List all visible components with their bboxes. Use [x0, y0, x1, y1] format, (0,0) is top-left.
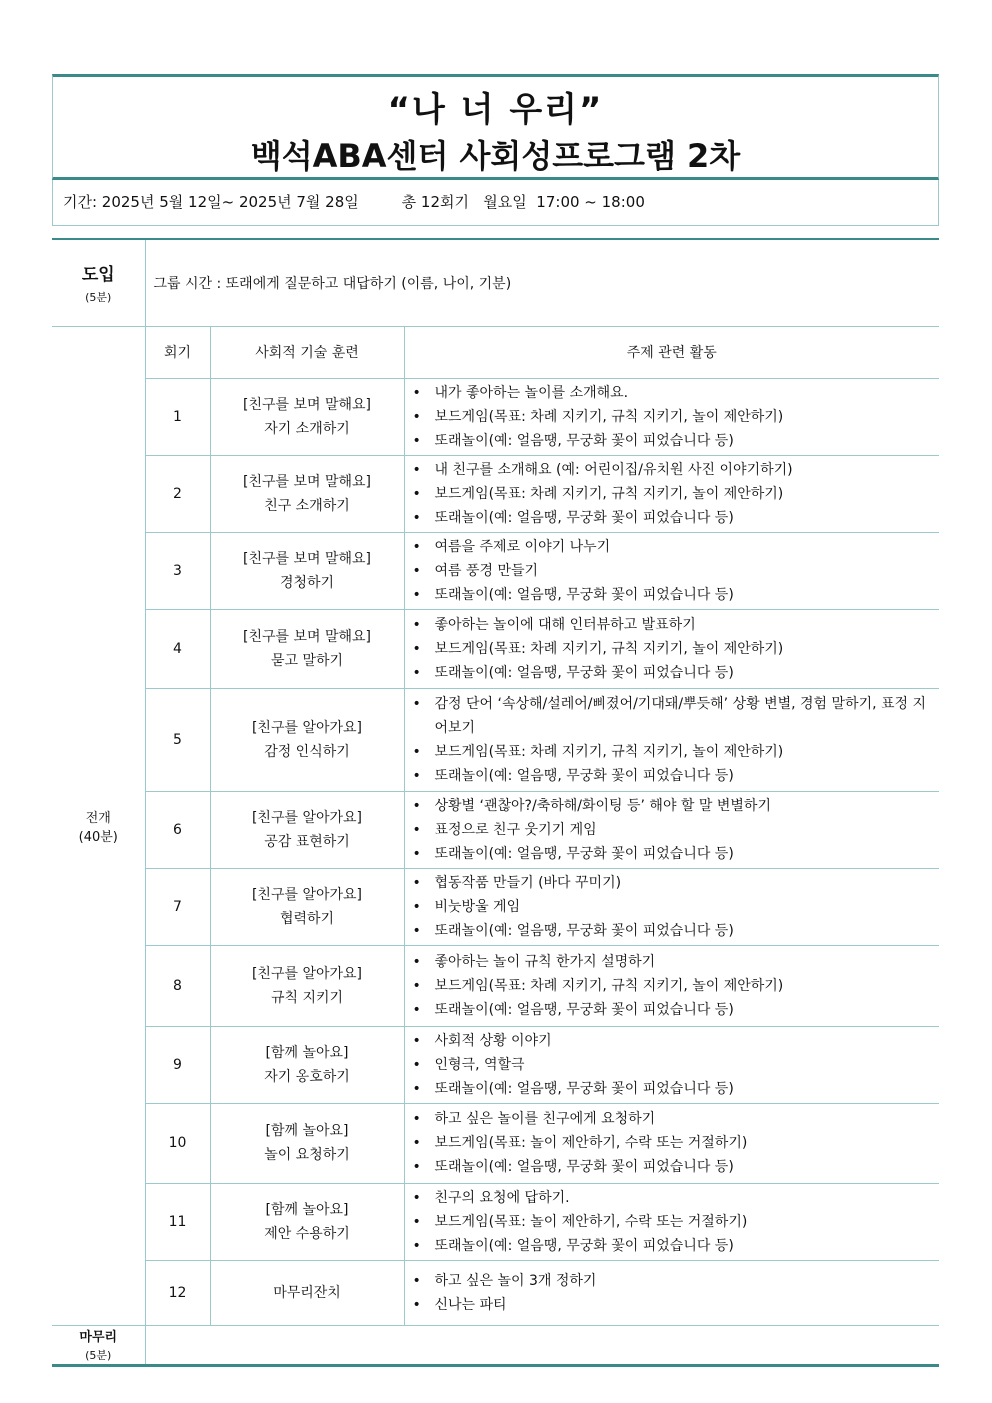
session-number: 10	[145, 1103, 210, 1183]
activity-list	[405, 458, 934, 530]
program-subtitle: 백석ABA센터 사회성프로그램 2차	[250, 137, 741, 175]
activity-item: • 또래놀이(예: 얼음땡, 무궁화 꽃이 피었습니다 등)	[435, 506, 934, 530]
skill-group: [친구를 보며 말해요]	[242, 550, 372, 567]
intro-content: 그룹 시간 : 또래에게 질문하고 대답하기 (이름, 나이, 기분)	[145, 239, 939, 326]
activity-item: • 또래놀이(예: 얼음땡, 무궁화 꽃이 피었습니다 등)	[435, 583, 934, 607]
schedule-table	[52, 238, 939, 1367]
activity-item: • 또래놀이(예: 얼음땡, 무궁화 꽃이 피었습니다 등)	[435, 764, 934, 788]
skill-name: 자기 옹호하기	[264, 1068, 350, 1085]
activity-item: • 또래놀이(예: 얼음땡, 무궁화 꽃이 피었습니다 등)	[435, 1234, 934, 1258]
activity-list	[405, 381, 934, 453]
closing-label: 마무리	[79, 1330, 118, 1345]
activity-item: • 보드게임(목표: 차례 지키기, 규칙 지키기, 놀이 제안하기)	[435, 740, 934, 764]
activity-item: • 여름을 주제로 이야기 나누기	[435, 535, 934, 559]
activity-item: • 보드게임(목표: 차례 지키기, 규칙 지키기, 놀이 제안하기)	[435, 405, 934, 429]
skill-cell	[210, 791, 404, 868]
skill-cell	[210, 532, 404, 609]
skill-name: 제안 수용하기	[264, 1225, 350, 1242]
activity-cell	[404, 1183, 939, 1260]
activity-item: • 상황별 ‘괜찮아?/축하해/화이팅 등’ 해야 할 말 변별하기	[435, 794, 934, 818]
session-row	[52, 688, 939, 791]
skill-group: [함께 놀아요]	[265, 1123, 349, 1139]
session-number: 1	[145, 378, 210, 455]
main-section-cell	[52, 326, 145, 1325]
activity-list	[405, 1186, 934, 1258]
document	[52, 74, 939, 1367]
skill-cell	[210, 688, 404, 791]
session-number: 9	[145, 1026, 210, 1103]
skill-name: 경청하기	[279, 574, 335, 591]
skill-name: 감정 인식하기	[264, 743, 350, 760]
activity-item: • 하고 싶은 놀이를 친구에게 요청하기	[435, 1107, 934, 1131]
activity-item: • 보드게임(목표: 놀이 제안하기, 수락 또는 거절하기)	[435, 1210, 934, 1234]
skill-name: 자기 소개하기	[264, 420, 350, 437]
program-title: “나 너 우리”	[387, 90, 604, 130]
session-row	[52, 455, 939, 532]
skill-name: 마무리잔치	[273, 1284, 341, 1301]
closing-section-cell	[52, 1325, 145, 1365]
title-box	[52, 74, 939, 180]
activity-list	[405, 535, 934, 607]
activity-item: • 보드게임(목표: 놀이 제안하기, 수락 또는 거절하기)	[435, 1131, 934, 1155]
skill-group: [친구를 알아가요]	[251, 965, 363, 982]
activity-cell	[404, 688, 939, 791]
header-activity: 주제 관련 활동	[404, 326, 939, 378]
closing-row	[52, 1325, 939, 1365]
activity-item: • 신나는 파티	[435, 1293, 934, 1317]
program-period: 기간: 2025년 5월 12일~ 2025년 7월 28일 총 12회기 월요일 17:00 ~ 18:00	[52, 180, 939, 226]
activity-item: • 보드게임(목표: 차례 지키기, 규칙 지키기, 놀이 제안하기)	[435, 637, 934, 661]
session-number: 7	[145, 868, 210, 945]
activity-item: • 내 친구를 소개해요 (예: 어린이집/유치원 사진 이야기하기)	[435, 458, 934, 482]
activity-item: • 또래놀이(예: 얼음땡, 무궁화 꽃이 피었습니다 등)	[435, 429, 934, 453]
activity-cell	[404, 378, 939, 455]
activity-cell	[404, 945, 939, 1026]
skill-name: 묻고 말하기	[270, 652, 344, 669]
activity-item: • 또래놀이(예: 얼음땡, 무궁화 꽃이 피었습니다 등)	[435, 842, 934, 866]
activity-cell	[404, 1103, 939, 1183]
activity-item: • 감정 단어 ‘속상해/설레어/삐졌어/기대돼/뿌듯해’ 상황 변별, 경험 말하기, 표정 지어보기	[435, 692, 934, 740]
activity-item: • 좋아하는 놀이 규칙 한가지 설명하기	[435, 950, 934, 974]
session-row	[52, 868, 939, 945]
activity-cell	[404, 609, 939, 688]
activity-item: • 또래놀이(예: 얼음땡, 무궁화 꽃이 피었습니다 등)	[435, 1077, 934, 1101]
session-row	[52, 945, 939, 1026]
session-row	[52, 378, 939, 455]
skill-cell	[210, 455, 404, 532]
skill-cell	[210, 609, 404, 688]
session-row	[52, 1183, 939, 1260]
table-header-row	[52, 326, 939, 378]
session-number: 12	[145, 1260, 210, 1325]
activity-item: • 인형극, 역할극	[435, 1053, 934, 1077]
session-row	[52, 609, 939, 688]
skill-group: [친구를 보며 말해요]	[242, 473, 372, 490]
activity-item: • 또래놀이(예: 얼음땡, 무궁화 꽃이 피었습니다 등)	[435, 661, 934, 685]
activity-item: • 비눗방울 게임	[435, 895, 934, 919]
skill-name: 놀이 요청하기	[264, 1147, 350, 1163]
activity-list	[405, 950, 934, 1022]
activity-cell	[404, 1260, 939, 1325]
skill-group: [함께 놀아요]	[265, 1201, 349, 1218]
activity-item: • 내가 좋아하는 놀이를 소개해요.	[435, 381, 934, 405]
activity-list	[405, 613, 934, 685]
activity-cell	[404, 455, 939, 532]
activity-list	[405, 871, 934, 943]
skill-group: [친구를 알아가요]	[251, 809, 363, 826]
session-row	[52, 1103, 939, 1183]
session-number: 4	[145, 609, 210, 688]
skill-cell	[210, 378, 404, 455]
activity-list	[405, 1269, 934, 1317]
activity-item: • 여름 풍경 만들기	[435, 559, 934, 583]
activity-item: • 보드게임(목표: 차례 지키기, 규칙 지키기, 놀이 제안하기)	[435, 482, 934, 506]
activity-cell	[404, 1026, 939, 1103]
session-number: 2	[145, 455, 210, 532]
activity-item: • 하고 싶은 놀이 3개 정하기	[435, 1269, 934, 1293]
main-time: (40분)	[78, 829, 118, 845]
intro-label: 도입	[81, 265, 115, 286]
session-number: 6	[145, 791, 210, 868]
activity-item: • 또래놀이(예: 얼음땡, 무궁화 꽃이 피었습니다 등)	[435, 1155, 934, 1179]
skill-group: [친구를 보며 말해요]	[242, 628, 372, 645]
header-skill: 사회적 기술 훈련	[210, 326, 404, 378]
session-number: 3	[145, 532, 210, 609]
activity-cell	[404, 791, 939, 868]
skill-cell	[210, 1260, 404, 1325]
activity-item: • 좋아하는 놀이에 대해 인터뷰하고 발표하기	[435, 613, 934, 637]
skill-name: 협력하기	[279, 910, 335, 927]
skill-cell	[210, 1026, 404, 1103]
activity-item: • 친구의 요청에 답하기.	[435, 1186, 934, 1210]
activity-cell	[404, 868, 939, 945]
activity-item: • 사회적 상황 이야기	[435, 1029, 934, 1053]
skill-group: [함께 놀아요]	[265, 1044, 349, 1061]
activity-item: • 또래놀이(예: 얼음땡, 무궁화 꽃이 피었습니다 등)	[435, 919, 934, 943]
session-row	[52, 791, 939, 868]
session-row	[52, 1260, 939, 1325]
skill-cell	[210, 945, 404, 1026]
skill-group: [친구를 알아가요]	[251, 719, 363, 736]
session-row	[52, 1026, 939, 1103]
skill-cell	[210, 1103, 404, 1183]
activity-list	[405, 794, 934, 866]
activity-item: • 또래놀이(예: 얼음땡, 무궁화 꽃이 피었습니다 등)	[435, 998, 934, 1022]
activity-list	[405, 692, 934, 788]
skill-name: 공감 표현하기	[264, 833, 350, 850]
intro-row	[52, 239, 939, 326]
session-number: 5	[145, 688, 210, 791]
closing-content	[145, 1325, 939, 1365]
closing-time: (5분)	[85, 1349, 112, 1362]
activity-item: • 협동작품 만들기 (바다 꾸미기)	[435, 871, 934, 895]
main-label: 전개	[85, 810, 111, 826]
intro-section-cell	[52, 239, 145, 326]
activity-cell	[404, 532, 939, 609]
skill-name: 친구 소개하기	[264, 497, 350, 514]
intro-time: (5분)	[85, 291, 112, 305]
activity-item: • 표정으로 친구 웃기기 게임	[435, 818, 934, 842]
skill-group: [친구를 보며 말해요]	[242, 396, 372, 413]
skill-name: 규칙 지키기	[270, 989, 344, 1006]
activity-item: • 보드게임(목표: 차례 지키기, 규칙 지키기, 놀이 제안하기)	[435, 974, 934, 998]
activity-list	[405, 1029, 934, 1101]
skill-cell	[210, 1183, 404, 1260]
skill-cell	[210, 868, 404, 945]
session-number: 11	[145, 1183, 210, 1260]
session-number: 8	[145, 945, 210, 1026]
session-row	[52, 532, 939, 609]
activity-list	[405, 1107, 934, 1179]
skill-group: [친구를 알아가요]	[251, 886, 363, 903]
header-session: 회기	[145, 326, 210, 378]
